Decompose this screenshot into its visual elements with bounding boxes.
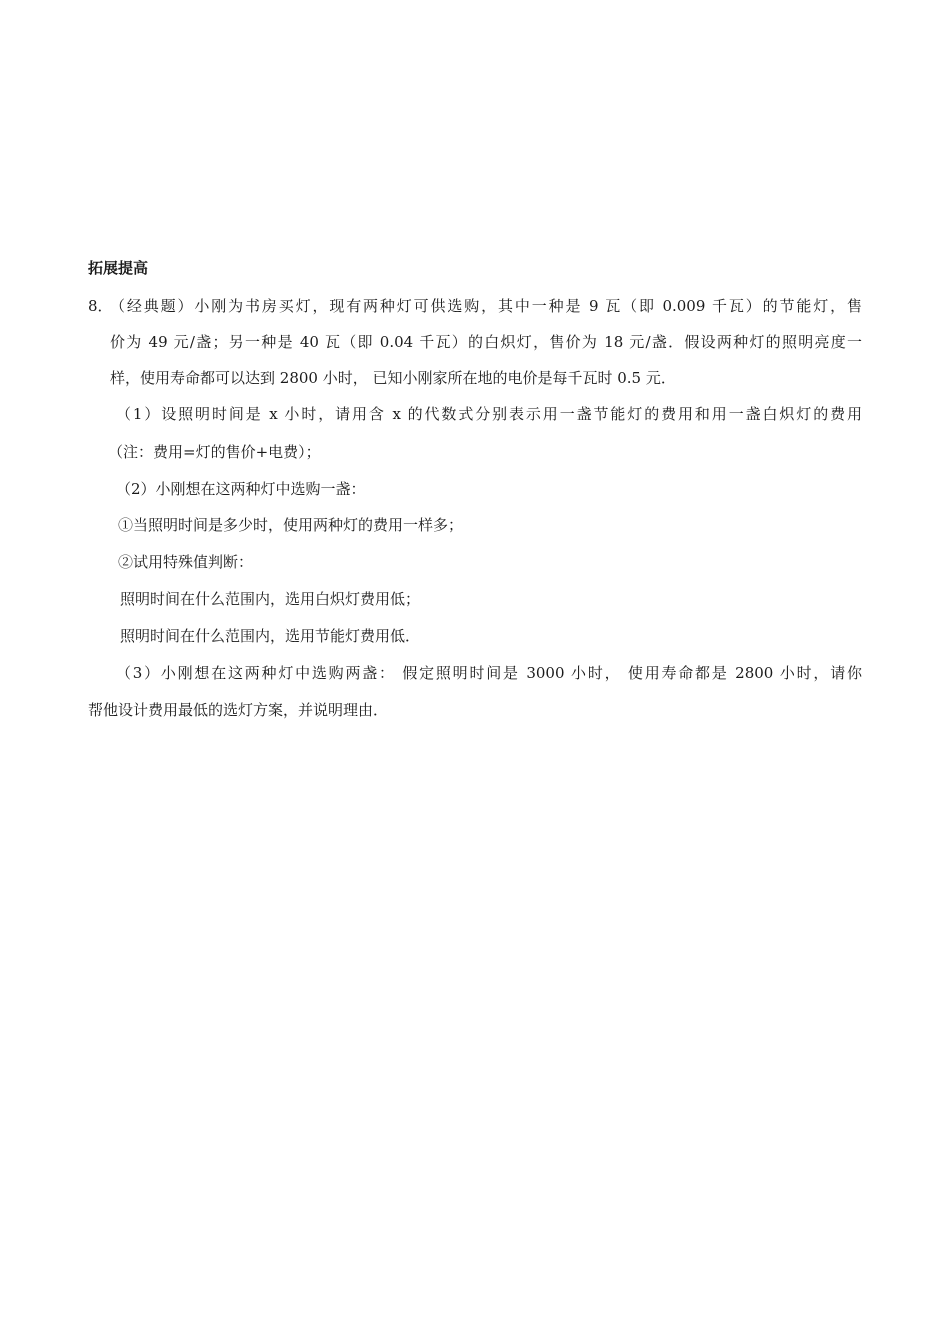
part3-line-2: 帮他设计费用最低的选灯方案，并说明理由． <box>88 701 389 719</box>
part3-line-1: （3）小刚想在这两种灯中选购两盏： 假定照明时间是 3000 小时， 使用寿命都是 2800 小时，请你 <box>116 664 862 682</box>
part1-line-1: （1）设照明时间是 x 小时，请用含 x 的代数式分别表示用一盏节能灯的费用和用一盏白炽灯的费用 <box>116 405 862 423</box>
problem-intro-line-1: （经典题）小刚为书房买灯，现有两种灯可供选购，其中一种是 9 瓦（即 0.009 千瓦）的节能灯，售 <box>110 297 862 315</box>
part2-title: （2）小刚想在这两种灯中选购一盏： <box>116 480 366 498</box>
part2-item-2: ②试用特殊值判断： <box>118 553 254 571</box>
part2-item-1: ①当照明时间是多少时，使用两种灯的费用一样多； <box>118 516 464 534</box>
section-heading: 拓展提高 <box>88 259 149 277</box>
part1-line-2: （注：费用=灯的售价+电费）； <box>108 443 321 461</box>
part2-item-2-line-1: 照明时间在什么范围内，选用白炽灯费用低； <box>120 590 421 608</box>
problem-intro-line-3: 样，使用寿命都可以达到 2800 小时， 已知小刚家所在地的电价是每千瓦时 0.5 元． <box>110 369 676 387</box>
part2-item-2-line-2: 照明时间在什么范围内，选用节能灯费用低． <box>120 627 421 645</box>
problem-number: 8． <box>88 297 113 315</box>
problem-intro-line-2: 价为 49 元/盏；另一种是 40 瓦（即 0.04 千瓦）的白炽灯，售价为 18 元/盏．假设两种灯的照明亮度一 <box>110 333 862 351</box>
